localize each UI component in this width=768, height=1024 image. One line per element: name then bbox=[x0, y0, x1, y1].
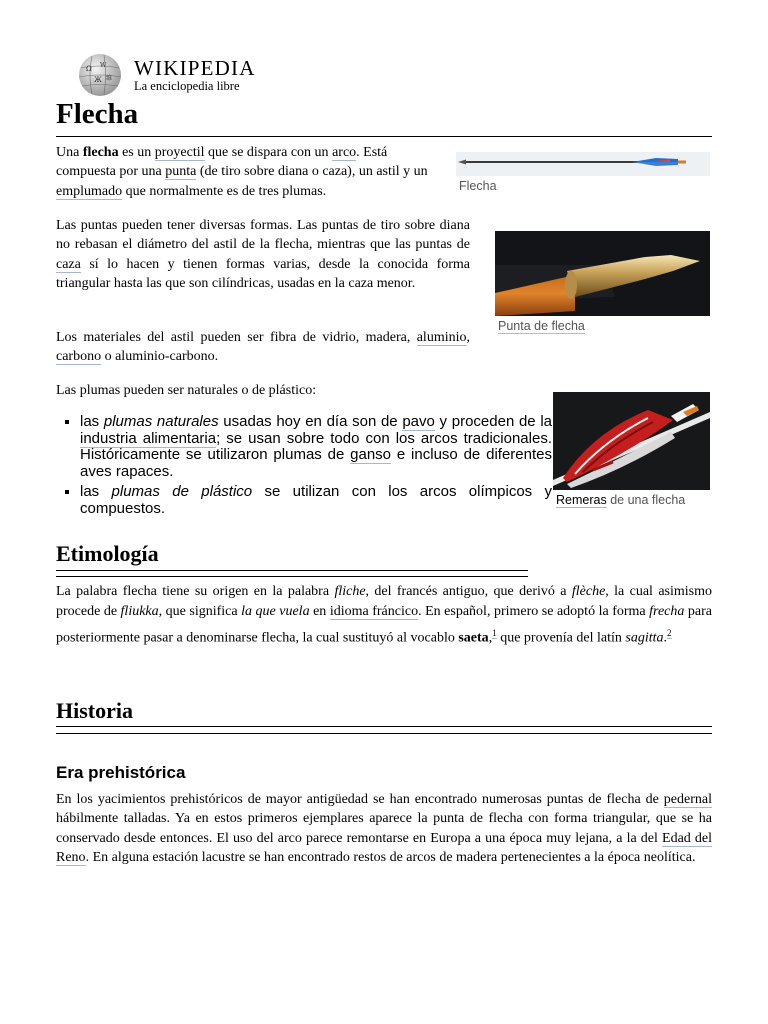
text-run: Los materiales del astil pueden ser fibra de vidrio, madera, bbox=[56, 330, 417, 345]
text-run: es un bbox=[118, 145, 155, 160]
text-run: , bbox=[488, 630, 493, 646]
intro-paragraph-2 bbox=[56, 216, 470, 294]
figure-fletching bbox=[553, 392, 710, 512]
text-run: las bbox=[80, 413, 104, 430]
text-run: sagitta bbox=[625, 630, 664, 646]
inline-link[interactable]: pavo bbox=[402, 413, 435, 430]
arrow-image[interactable] bbox=[456, 152, 710, 176]
intro-paragraph-4 bbox=[56, 381, 470, 400]
text-run: que se dispara con un bbox=[204, 145, 333, 160]
text-run: (de tiro sobre diana o caza), un astil y un bbox=[196, 164, 428, 180]
text-run: plumas naturales bbox=[103, 413, 219, 430]
text-run: flèche bbox=[571, 584, 606, 599]
reference-marker[interactable]: 1 bbox=[492, 627, 497, 638]
feather-list bbox=[56, 414, 552, 517]
section-heading-historia: Historia bbox=[56, 698, 133, 723]
text-run: fliukka bbox=[120, 604, 159, 620]
fletching-image[interactable] bbox=[553, 392, 710, 490]
wikipedia-logo[interactable] bbox=[72, 52, 262, 98]
text-run: e incluso de diferentes aves rapaces. bbox=[80, 446, 552, 480]
etimologia-rule-2 bbox=[56, 576, 528, 577]
list-item bbox=[80, 484, 552, 517]
text-run: flecha bbox=[82, 145, 119, 160]
text-run: En los yacimientos prehistóricos de mayor antigüedad se han encontrado numerosas puntas de flecha de bbox=[56, 792, 664, 807]
historia-paragraph bbox=[56, 790, 712, 868]
figure-arrow bbox=[456, 152, 710, 196]
arrow-point-caption bbox=[498, 319, 710, 333]
text-run: , del francés antiguo, que derivó a bbox=[365, 584, 572, 599]
text-run: para posteriormente pasar a denominarse flecha, la cual sustituyó al vocablo bbox=[56, 604, 712, 646]
text-run: se utilizan con los arcos olímpicos y compuestos. bbox=[80, 483, 553, 517]
svg-text:W: W bbox=[100, 62, 107, 69]
inline-link[interactable]: emplumado bbox=[56, 183, 123, 199]
list-item bbox=[80, 414, 552, 480]
text-run: , bbox=[466, 330, 470, 345]
text-run: o aluminio-carbono. bbox=[101, 349, 219, 365]
text-run: saeta bbox=[458, 630, 489, 646]
text-run: , la cual asimismo procede de bbox=[56, 584, 712, 620]
text-run: frecha bbox=[649, 604, 685, 620]
text-run: sí lo hacen y tienen formas varias, desde la conocida forma triangular hasta las que son cilíndricas, usadas en la caza menor. bbox=[56, 256, 470, 292]
inline-link[interactable]: idioma fráncico bbox=[329, 604, 419, 620]
text-run: . En español, primero se adoptó la forma bbox=[418, 604, 650, 620]
intro-paragraph-1 bbox=[56, 143, 432, 201]
text-run: ; se usan sobre todo con los arcos tradicionales. Históricamente se utilizaron plumas de bbox=[80, 429, 552, 463]
wikipedia-wordmark: WIKIPEDIA bbox=[134, 56, 256, 80]
inline-link[interactable]: proyectil bbox=[154, 145, 205, 160]
etimologia-rule-1 bbox=[56, 570, 528, 571]
fletching-caption bbox=[556, 493, 710, 507]
text-run: de una flecha bbox=[606, 493, 686, 507]
text-run: plumas de plástico bbox=[111, 483, 253, 500]
text-run: que provenía del latín bbox=[496, 630, 626, 646]
text-run: Las puntas pueden tener diversas formas. Las puntas de tiro sobre diana no rebasan el diámetro del astil de la flecha, mientras que las puntas de bbox=[56, 218, 470, 253]
text-run: la que vuela bbox=[241, 604, 310, 620]
text-run: La palabra flecha tiene su origen en la palabra bbox=[56, 584, 335, 599]
svg-text:維: 維 bbox=[106, 75, 113, 82]
arrow-caption: Flecha bbox=[459, 179, 497, 193]
wikipedia-globe-icon bbox=[74, 52, 126, 98]
subsection-heading-era-prehistorica: Era prehistórica bbox=[56, 763, 186, 782]
etimologia-paragraph bbox=[56, 582, 712, 649]
page-title: Flecha bbox=[56, 98, 139, 130]
text-run: . En alguna estación lacustre se han encontrado restos de arcos de madera pertenecientes a la época neolítica. bbox=[85, 850, 696, 866]
inline-link[interactable]: Edad del Reno bbox=[56, 830, 712, 866]
svg-text:Ω: Ω bbox=[86, 65, 92, 73]
text-run: usadas hoy en día son de bbox=[218, 413, 403, 430]
inline-link[interactable]: ganso bbox=[350, 446, 392, 463]
figure-arrow-point bbox=[495, 231, 710, 337]
inline-link[interactable]: punta bbox=[165, 164, 197, 180]
text-run: hábilmente talladas. Ya en estos primeros ejemplares aparece la punta de flecha con forma triangular, que se ha conservado desde entonces. El uso del arco parece remontarse en Europa a una época muy lejana, a la del bbox=[56, 811, 712, 846]
section-heading-etimologia: Etimología bbox=[56, 541, 159, 566]
text-run: fliche bbox=[334, 584, 366, 599]
text-run: las bbox=[80, 483, 112, 500]
text-run: Las plumas pueden ser naturales o de plástico: bbox=[56, 383, 317, 398]
historia-rule-1 bbox=[56, 726, 712, 727]
intro-paragraph-3 bbox=[56, 328, 470, 367]
title-underline bbox=[56, 136, 712, 137]
arrow-point-caption-link[interactable]: Punta de flecha bbox=[498, 319, 585, 333]
text-run: . Está compuesta por una bbox=[56, 145, 388, 180]
svg-text:Ж: Ж bbox=[94, 76, 102, 84]
historia-rule-2 bbox=[56, 733, 712, 734]
text-run: en bbox=[309, 604, 330, 620]
inline-link[interactable]: carbono bbox=[56, 349, 102, 365]
text-run: que normalmente es de tres plumas. bbox=[122, 183, 327, 199]
wikipedia-tagline: La enciclopedia libre bbox=[134, 79, 240, 93]
inline-link[interactable]: aluminio bbox=[416, 330, 467, 345]
text-run: y proceden de la bbox=[434, 413, 553, 430]
inline-link[interactable]: Remeras bbox=[556, 493, 607, 507]
inline-link[interactable]: industria alimentaria bbox=[80, 429, 217, 447]
reference-marker[interactable]: 2 bbox=[667, 627, 672, 638]
arrow-point-image[interactable] bbox=[495, 231, 710, 316]
inline-link[interactable]: arco bbox=[332, 145, 357, 160]
text-run: Una bbox=[56, 145, 83, 160]
text-run: , que significa bbox=[158, 604, 242, 620]
text-run: . bbox=[663, 630, 667, 646]
inline-link[interactable]: caza bbox=[56, 256, 81, 272]
inline-link[interactable]: pedernal bbox=[663, 792, 712, 807]
